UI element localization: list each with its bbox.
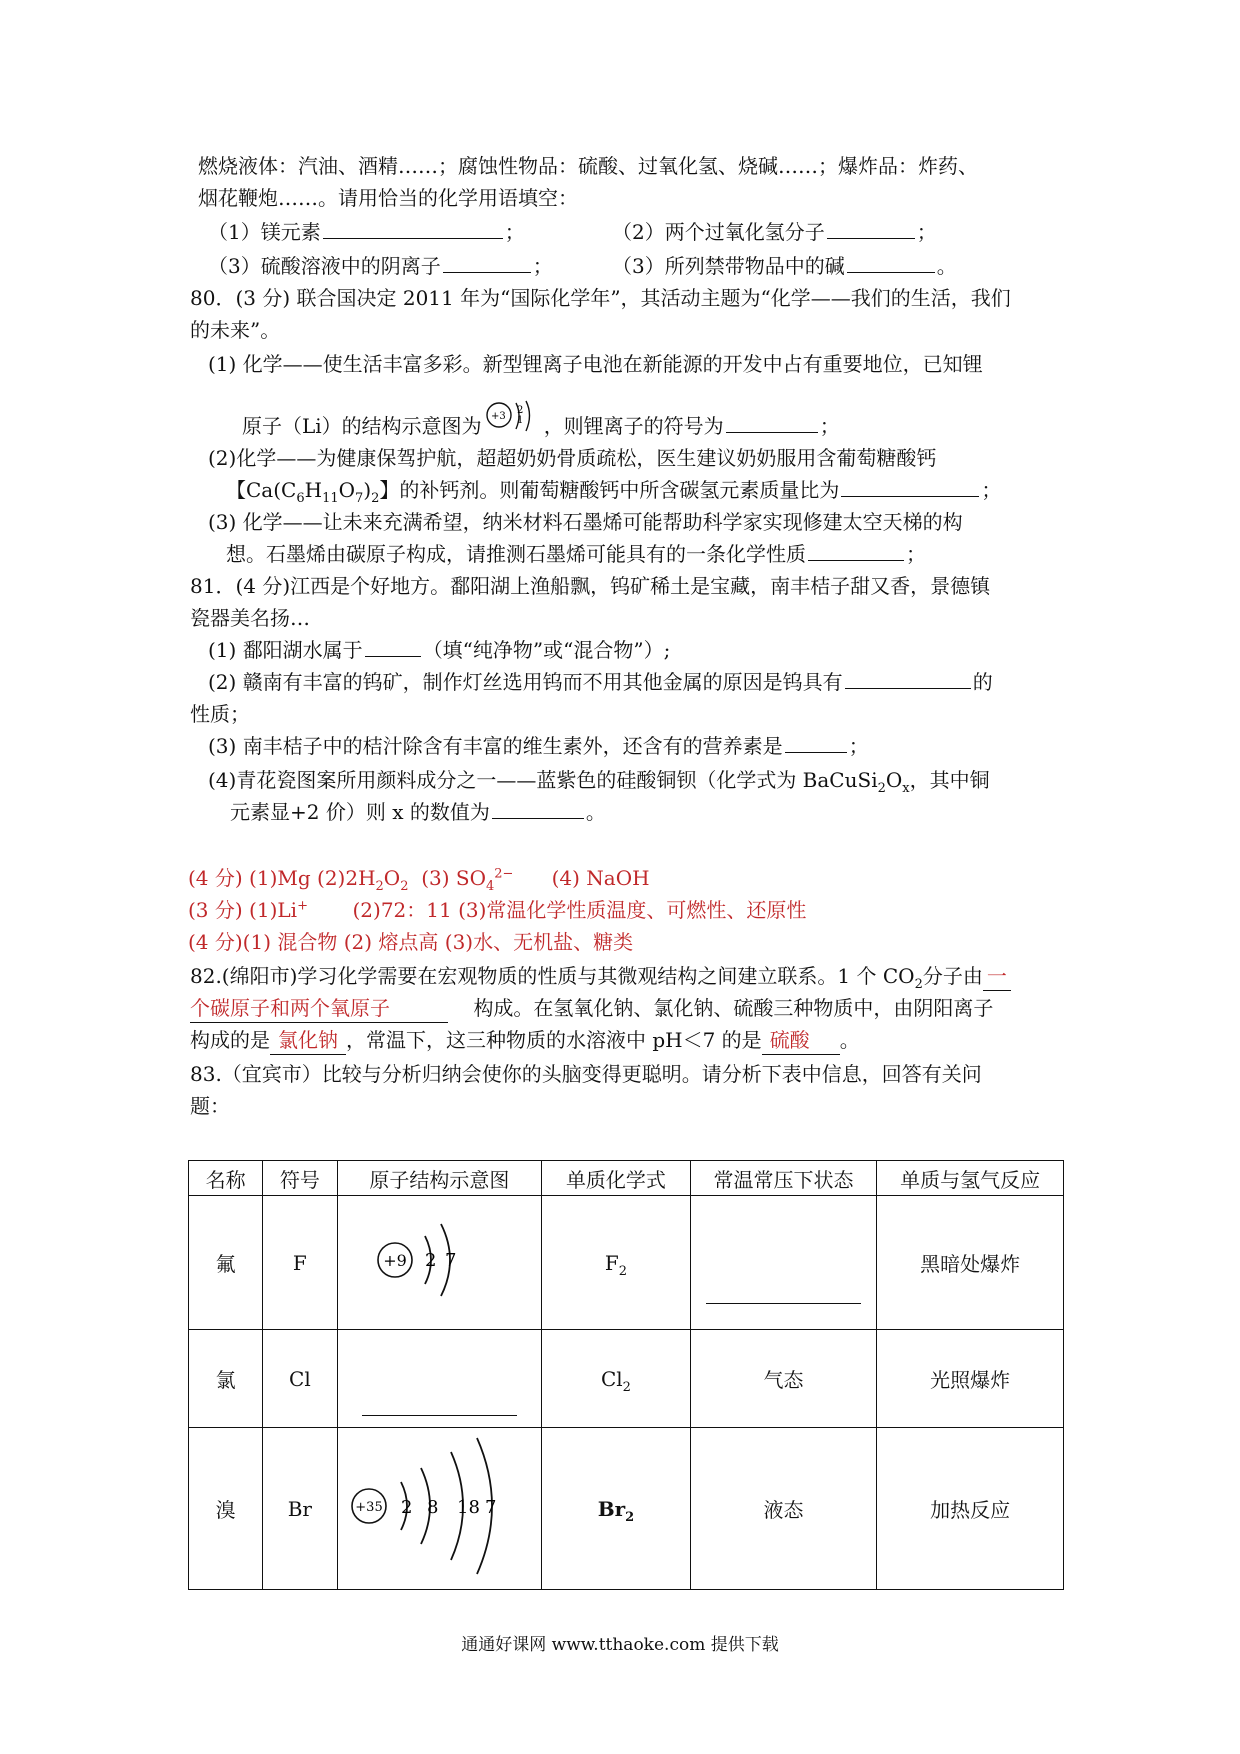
q79-item-3-label: （3）硫酸溶液中的阴离子 (208, 254, 441, 278)
answer-blank[interactable] (827, 220, 915, 239)
q79-item-1-label: （1）镁元素 (208, 220, 321, 244)
table-row (189, 1428, 1064, 1590)
element-formula (542, 1428, 691, 1590)
q79-item-4-label: （3）所列禁带物品中的碱 (612, 254, 845, 278)
svg-text:+3: +3 (490, 410, 506, 422)
q79-item-1: （1）镁元素 ； (208, 220, 525, 244)
answer-blank[interactable] (841, 478, 979, 497)
element-name: 溴 (189, 1428, 263, 1590)
answer-1a: (4 分) (1)Mg (2)2H (188, 866, 376, 890)
q80-p1c: ，则锂离子的符号为 (543, 414, 724, 438)
answer-blank[interactable] (845, 670, 971, 689)
svg-text:2: 2 (516, 404, 524, 416)
fluorine-atom-diagram (339, 1196, 539, 1324)
q82-l1b: 分子由 (922, 964, 983, 988)
q80-part-3-line-2: 想。石墨烯由碳原子构成，请推测石墨烯可能具有的一条化学性质 ； (226, 542, 926, 566)
q82-answer-2: 氯化钠 (270, 1026, 346, 1055)
q82-l3c: 。 (839, 1028, 860, 1052)
shell-electrons: 7 (445, 1250, 457, 1271)
shell-electrons: 18 (457, 1497, 481, 1518)
q79-item-3: （3）硫酸溶液中的阴离子 ； (208, 254, 553, 278)
table-row (189, 1330, 1064, 1428)
q80-part-3-line-1: (3) 化学——让未来充满希望，纳米材料石墨烯可能帮助科学家实现修建太空天梯的构 (208, 510, 963, 534)
q80-p2b: 】的补钙剂。则葡萄糖酸钙中所含碳氢元素质量比为 (379, 478, 840, 502)
column-header: 名称 (189, 1161, 263, 1196)
answer-2b: (2)72：11 (3)常温化学性质温度、可燃性、还原性 (352, 898, 807, 922)
page-footer: 通通好课网 www.tthaoke.com 提供下载 (461, 1635, 779, 1655)
q81-p1: (1) 鄱阳湖水属于 (208, 638, 363, 662)
element-name: 氟 (189, 1196, 263, 1330)
formula-text: F (604, 1250, 619, 1275)
column-header: 单质与氢气反应 (877, 1161, 1064, 1196)
answer-blank[interactable] (706, 1302, 861, 1304)
formula-subscript: 2 (622, 1379, 631, 1395)
q80-heading-2: 的未来”。 (190, 318, 281, 342)
shell-electrons: 2 (401, 1497, 413, 1518)
q81-heading-1: 81．(4 分)江西是个好地方。鄱阳湖上渔船飘，钨矿稀土是宝藏，南丰桔子甜又香，景德镇 (190, 574, 991, 598)
bromine-atom-diagram (339, 1428, 539, 1584)
formula-subscript: 2 (618, 1263, 628, 1279)
q81-part-2-cont: 性质； (190, 702, 250, 726)
nucleus-label: +35 (355, 1500, 384, 1515)
intro-line-2: 烟花鞭炮……。请用恰当的化学用语填空： (198, 186, 578, 210)
answer-blank[interactable] (785, 734, 847, 753)
q80-heading-1: 80．(3 分) 联合国决定 2011 年为“国际化学年”，其活动主题为“化学——我们的生活，我们 (190, 286, 1011, 310)
column-header: 常温常压下状态 (690, 1161, 877, 1196)
atom-structure-cell (337, 1330, 542, 1428)
table-row (189, 1196, 1064, 1330)
q81-part-2 (208, 668, 993, 696)
q83-line-2: 题： (190, 1094, 230, 1118)
svg-text:1: 1 (516, 414, 524, 426)
column-header: 原子结构示意图 (337, 1161, 542, 1196)
reaction-cell: 加热反应 (877, 1428, 1064, 1590)
shell-electrons: 2 (425, 1250, 437, 1271)
q81-p4c: 元素显+2 价）则 x 的数值为 (230, 800, 490, 824)
answer-line-1: (4 分) (1)Mg $(2)2H_2O_2$ (3) $SO_4^{2-}$ (4) NaOH (188, 866, 650, 894)
q81-p4a: (4)青花瓷图案所用颜料成分之一——蓝紫色的硅酸铜钡（化学式为 BaCuSi (208, 768, 878, 792)
element-formula (542, 1330, 691, 1428)
answer-blank[interactable] (492, 800, 584, 819)
q81-p4b: ，其中铜 (909, 768, 990, 792)
q82-line-1: 82.(绵阳市)学习化学需要在宏观物质的性质与其微观结构之间建立联系。1 个 $CO_2$分子由 一 (190, 962, 1011, 991)
q80-part-2-line-2: 【$Ca(C_6H_{11}O_7)_2$】的补钙剂。则葡萄糖酸钙中所含碳氢元素质量比为 ； (226, 478, 1002, 506)
q80-p1b: 原子（Li）的结构示意图为 (242, 414, 482, 438)
q79-item-2-label: （2）两个过氧化氢分子 (612, 220, 825, 244)
q81-part-3: (3) 南丰桔子中的桔汁除含有丰富的维生素外，还含有的营养素是 ； (208, 734, 869, 758)
q81-p2a: (2) 赣南有丰富的钨矿，制作灯丝选用钨而不用其他金属的原因是钨具有 (208, 670, 843, 694)
q81-part-4-line-1: (4)青花瓷图案所用颜料成分之一——蓝紫色的硅酸铜钡（化学式为 $BaCuSi_2O_x$，其中铜 (208, 768, 990, 796)
column-header: 单质化学式 (542, 1161, 691, 1196)
lithium-atom-diagram (482, 397, 544, 441)
reaction-cell: 黑暗处爆炸 (877, 1196, 1064, 1330)
reaction-cell: 光照爆炸 (877, 1330, 1064, 1428)
column-header: 符号 (263, 1161, 337, 1196)
q81-part-4-line-2: 元素显+2 价）则 x 的数值为 。 (230, 800, 606, 824)
q82-line-2 (190, 994, 993, 1023)
q82-answer-1b: 个碳原子和两个氧原子 (190, 994, 448, 1023)
answer-blank[interactable] (323, 220, 503, 239)
q81-p3: (3) 南丰桔子中的桔汁除含有丰富的维生素外，还含有的营养素是 (208, 734, 783, 758)
q81-p1b: （填“纯净物”或“混合物”）; (422, 638, 671, 662)
answer-blank[interactable] (365, 638, 421, 657)
q82-l3b: ，常温下，这三种物质的水溶液中 pH＜7 的是 (346, 1028, 762, 1052)
q82-l2b: 构成。在氢氧化钠、氯化钠、硫酸三种物质中，由阴阳离子 (473, 996, 994, 1020)
calcium-gluconate-formula: 【$Ca(C_6H_{11}O_7)_2$ (226, 478, 380, 506)
answer-blank[interactable] (362, 1414, 517, 1416)
q80-part-2-line-1: (2)化学——为健康保驾护航，超超奶奶骨质疏松，医生建议奶奶服用含葡萄糖酸钙 (208, 446, 937, 470)
q82-l3a: 构成的是 (190, 1028, 270, 1052)
formula-text: Cl (600, 1366, 623, 1391)
q81-part-1 (208, 636, 670, 664)
nucleus-label: +9 (383, 1251, 408, 1270)
shell-electrons: 7 (485, 1497, 497, 1518)
shell-electrons: 8 (427, 1497, 439, 1518)
element-name: 氯 (189, 1330, 263, 1428)
answer-blank[interactable] (808, 542, 904, 561)
q80-part-1-line-1: (1) 化学——使生活丰富多彩。新型锂离子电池在新能源的开发中占有重要地位，已知锂 (208, 352, 983, 376)
state-cell (690, 1196, 877, 1330)
q81-p2b: 的 (972, 670, 993, 694)
state-cell: 气态 (690, 1330, 877, 1428)
q81-heading-2: 瓷器美名扬… (190, 606, 310, 630)
element-formula (542, 1196, 691, 1330)
q80-part-1-line-2: 原子（Li）的结构示意图为 +3 2 1 ，则锂离子的符号为 ； (242, 412, 840, 441)
answer-blank[interactable] (847, 254, 935, 273)
answer-1c: (4) NaOH (551, 866, 650, 890)
q82-l1a: 82.(绵阳市)学习化学需要在宏观物质的性质与其微观结构之间建立联系。1 个 CO (190, 964, 915, 988)
q82-answer-3: 硫酸 (762, 1026, 840, 1055)
q82-answer-1a: 一 (983, 962, 1011, 991)
answer-2a: (3 分) (1)Li (188, 898, 298, 922)
answer-line-2: (3 分) (1)Li+ (2)72：11 (3)常温化学性质温度、可燃性、还原性 (188, 898, 807, 922)
answer-blank[interactable] (726, 414, 818, 433)
element-symbol: F (263, 1196, 337, 1330)
halogen-table (188, 1160, 1064, 1590)
formula-text: Br (597, 1496, 626, 1521)
element-symbol: Cl (263, 1330, 337, 1428)
q83-line-1: 83.（宜宾市）比较与分析归纳会使你的头脑变得更聪明。请分析下表中信息，回答有关问 (190, 1062, 982, 1086)
answer-1b: (3) SO (421, 866, 486, 890)
q79-item-4: （3）所列禁带物品中的碱 。 (612, 254, 957, 278)
formula-subscript: 2 (625, 1509, 635, 1525)
answer-blank[interactable] (443, 254, 531, 273)
intro-line-1: 燃烧液体：汽油、酒精……；腐蚀性物品：硫酸、过氧化氢、烧碱……；爆炸品：炸药、 (198, 154, 978, 178)
element-symbol: Br (263, 1428, 337, 1590)
q80-p3b: 想。石墨烯由碳原子构成，请推测石墨烯可能具有的一条化学性质 (226, 542, 806, 566)
atom-structure-cell (337, 1428, 542, 1590)
q82-line-3 (190, 1026, 860, 1055)
q79-item-2: （2）两个过氧化氢分子 ； (612, 220, 937, 244)
table-header-row (189, 1161, 1064, 1196)
atom-structure-cell (337, 1196, 542, 1330)
state-cell: 液态 (690, 1428, 877, 1590)
answer-line-3: (4 分)(1) 混合物 (2) 熔点高 (3)水、无机盐、糖类 (188, 930, 634, 954)
